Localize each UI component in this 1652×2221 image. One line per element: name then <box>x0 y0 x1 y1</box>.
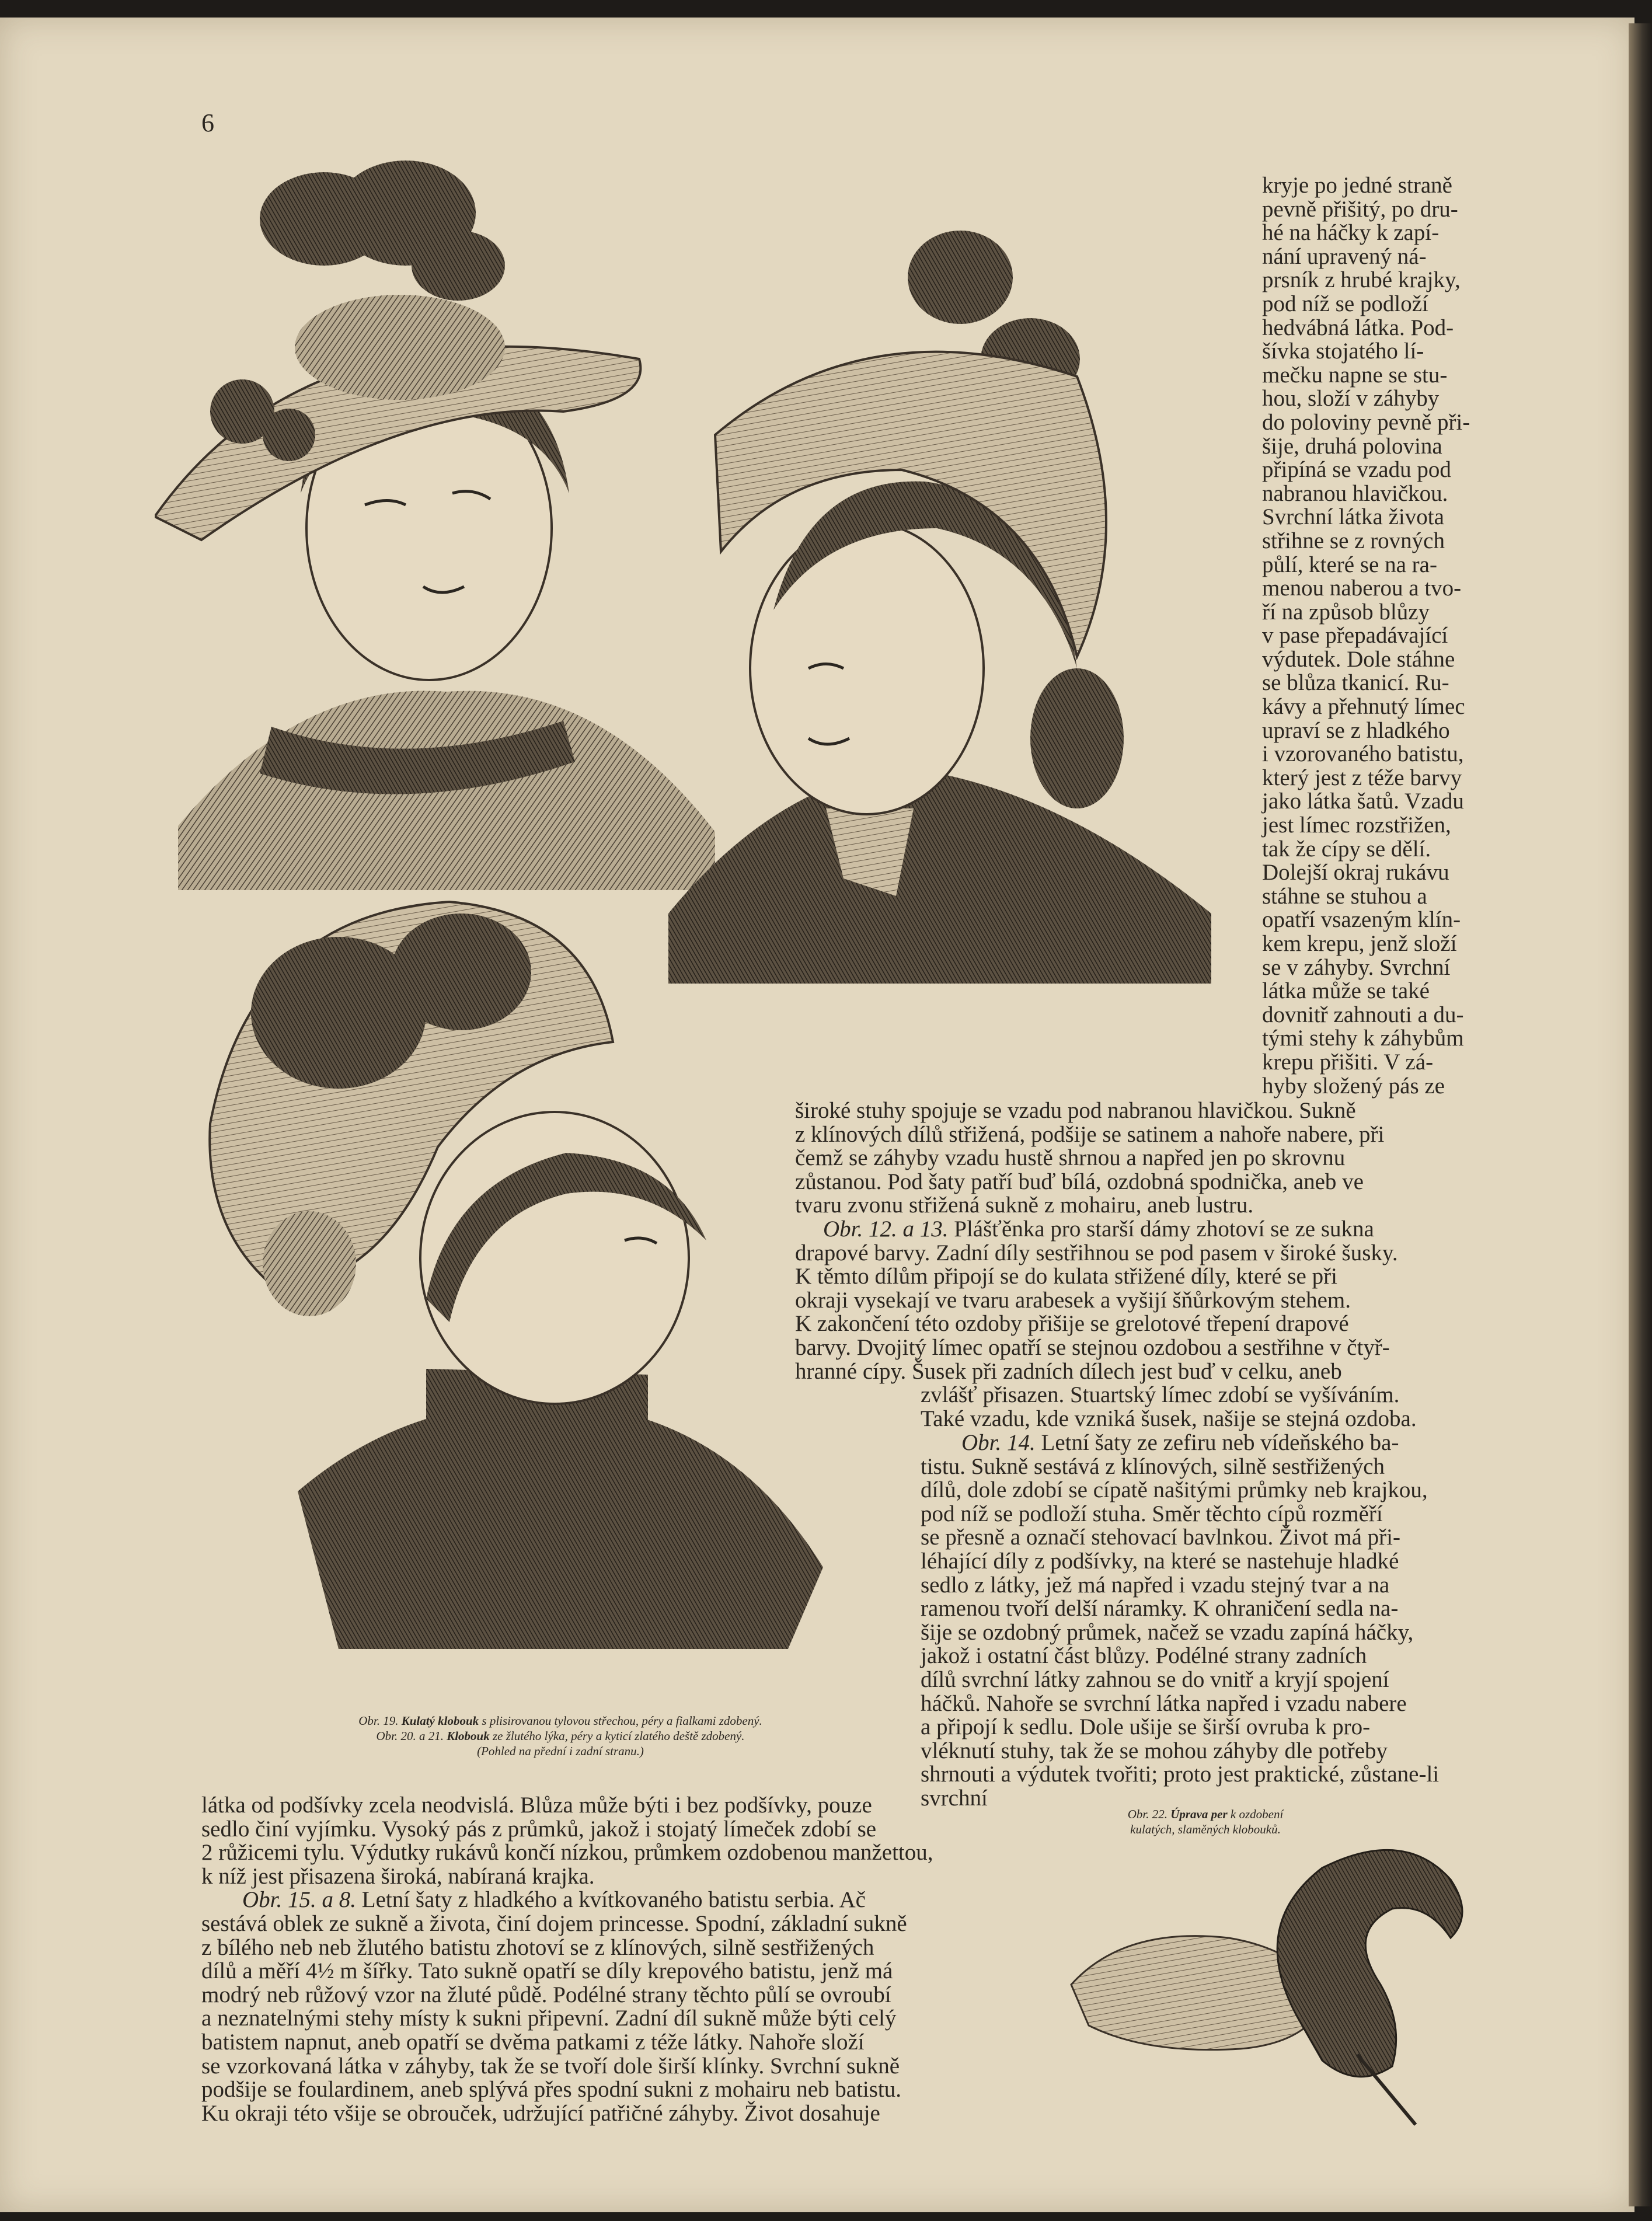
text-line: látka od podšívky zcela neodvislá. Blůza může býti i bez podšívky, pouze <box>201 1793 872 1818</box>
text-line: Dolejší okraj rukávu <box>1262 860 1449 885</box>
text-line: dílů svrchní látky zahnou se do vnitř a kryjí spojení <box>921 1666 1389 1692</box>
text-line: svrchní <box>921 1785 988 1811</box>
text-line: zvlášť přisazen. Stuartský límec zdobí se vyšíváním. <box>921 1382 1400 1408</box>
text-line: který jest z téže barvy <box>1262 765 1462 790</box>
text-line: tými stehy k záhybům <box>1262 1026 1464 1051</box>
right-column-text <box>1262 174 1489 1098</box>
text-line: kryje po jedné straně <box>1262 173 1452 198</box>
text-line: modrý neb růžový vzor na žluté půdě. Podélné strany těchto půlí se ovroubí <box>201 1982 891 2007</box>
text-line: upraví se z hladkého <box>1262 717 1450 743</box>
text-line: hou, složí v záhyby <box>1262 386 1440 412</box>
text-line: pod níž se podloží stuha. Směr těchto cípů rozměří <box>921 1501 1383 1526</box>
page-number: 6 <box>201 109 214 137</box>
bottom-left-text <box>201 1794 1013 2125</box>
text-line: jako látka šatů. Vzadu <box>1262 789 1464 814</box>
text-line: nání upravený ná- <box>1262 243 1427 269</box>
caption-label: Obr. 20. a 21. <box>376 1729 444 1743</box>
text-line: a připojí k sedlu. Dole ušije se širší ovruba k pro- <box>921 1714 1371 1740</box>
figure-21-hat-illustration <box>204 878 835 1661</box>
text-line: šívka stojatého lí- <box>1262 339 1424 364</box>
text-line: krepu přišiti. V zá- <box>1262 1049 1434 1075</box>
page-edge-shadow <box>1629 23 1652 2206</box>
text-line: prsník z hrubé krajky, <box>1262 267 1461 293</box>
text-line: ramenou tvoří delší náramky. K ohraničení sedla na- <box>921 1596 1399 1622</box>
text-line: menou naberou a tvo- <box>1262 576 1462 601</box>
text-line: jakož i ostatní část blůzy. Podélné strany zadních <box>921 1643 1367 1669</box>
text-line: dílů a měří 4½ m šířky. Tato sukně opatří se díly krepového batistu, jenž má <box>201 1958 893 1984</box>
text-line: léhající díly z podšívky, na které se nastehuje hladké <box>921 1548 1399 1574</box>
obr-14-text <box>921 1431 1489 1811</box>
text-line: z klínových dílů střižená, podšije se satinem a nahoře nabere, při <box>795 1121 1385 1147</box>
caption-label: Obr. 22. <box>1127 1807 1167 1821</box>
text-line: okraji vysekají ve tvaru arabesek a vyšijí šňůrkovým stehem. <box>795 1287 1351 1313</box>
text-line: drapové barvy. Zadní díly sestřihnou se pod pasem v široké šusky. <box>795 1240 1398 1265</box>
text-line: připíná se vzadu pod <box>1262 457 1451 483</box>
text-line: kávy a přehnutý límec <box>1262 694 1465 720</box>
text-line: zůstanou. Pod šaty patří buď bílá, ozdobná spodnička, aneb ve <box>795 1169 1364 1194</box>
text-line: nabranou hlavičkou. <box>1262 480 1448 506</box>
text-line: tvaru zvonu střižená sukně z mohairu, aneb lustru. <box>795 1193 1254 1218</box>
text-line: k níž jest přisazena široká, nabíraná krajka. <box>201 1863 595 1889</box>
text-line: batistem napnut, aneb opatří se dvěma patkami z téže látky. Nahoře složí <box>201 2029 865 2055</box>
caption-text: (Pohled na přední i zadní stranu.) <box>477 1744 644 1758</box>
text-line: se vzorkovaná látka v záhyby, tak že se tvoří dole širší klínky. Svrchní sukně <box>201 2053 900 2079</box>
text-line: a neznatelnými stehy místy k sukni připevní. Zadní díl sukně může býti celý <box>201 2006 897 2031</box>
text-line: široké stuhy spojuje se vzadu pod nabranou hlavičkou. Sukně <box>795 1098 1356 1123</box>
text-line: vléknutí stuhy, tak že se mohou záhyby dle potřeby <box>921 1738 1388 1763</box>
text-line: jest límec rozstřižen, <box>1262 813 1451 838</box>
text-line: šije se ozdobný průmek, načež se vzadu zapíná háčky, <box>921 1619 1414 1645</box>
text-line: šije, druhá polovina <box>1262 433 1442 459</box>
text-line: stáhne se stuhou a <box>1262 883 1427 909</box>
text-line: se v záhyby. Svrchní <box>1262 954 1451 980</box>
text-line: kem krepu, jenž složí <box>1262 931 1457 956</box>
caption-text: ze žlutého lýka, péry a kyticí zlatého deště zdobený. <box>493 1729 745 1743</box>
text-line: se blůza tkanicí. Ru- <box>1262 670 1449 696</box>
text-line: hé na háčky k zapí- <box>1262 220 1440 246</box>
figure-22-caption <box>1054 1807 1357 1837</box>
figure-ref-15-8: Obr. 15. a 8. <box>242 1887 357 1913</box>
text-line: dovnitř zahnouti a du- <box>1262 1002 1464 1027</box>
text-line: pevně přišitý, po dru- <box>1262 196 1458 222</box>
text-line: barvy. Dvojitý límec opatří se stejnou ozdobou a sestřihne v čtyř- <box>795 1334 1390 1360</box>
text-line: pod níž se podloží <box>1262 291 1428 316</box>
text-line: sedlo činí vyjímku. Vysoký pás z průmků, jakož i stojatý límeček zdobí se <box>201 1816 877 1842</box>
figure-ref-14: Obr. 14. <box>961 1430 1036 1455</box>
text-line: K zakončení této ozdoby přišije se grelotové třepení drapové <box>795 1311 1349 1337</box>
caption-title: Klobouk <box>447 1729 490 1743</box>
text-line: výdutek. Dole stáhne <box>1262 646 1455 672</box>
text-line: v pase přepadávající <box>1262 623 1448 648</box>
caption-text: kulatých, slaměných klobouků. <box>1130 1822 1281 1836</box>
text-line: Ku okraji této všije se obrouček, udržující patřičné záhyby. Život dosahuje <box>201 2100 880 2126</box>
text-line: látka může se také <box>1262 978 1430 1004</box>
caption-label: Obr. 19. <box>358 1714 399 1728</box>
text-line: do poloviny pevně při- <box>1262 409 1470 435</box>
text-line: hyby složený pás ze <box>1262 1073 1445 1099</box>
text-line: střihne se z rovných <box>1262 528 1445 553</box>
text-line: K těmto dílům připojí se do kulata střižené díly, které se při <box>795 1264 1337 1289</box>
text-line: mečku napne se stu- <box>1262 362 1448 388</box>
text-line: hedvábná látka. Pod- <box>1262 315 1454 340</box>
text-line: Plášťěnka pro starší dámy zhotoví se ze sukna <box>954 1216 1374 1242</box>
text-line: ří na způsob blůzy <box>1262 599 1430 625</box>
text-line: hranné cípy. Šusek při zadních dílech jest buď v celku, aneb <box>795 1358 1342 1384</box>
text-line: tistu. Sukně sestává z klínových, silně sestřižených <box>921 1453 1385 1479</box>
text-line: sestává oblek ze sukně a života, činí dojem princesse. Spodní, základní sukně <box>201 1910 907 1936</box>
figure-22-feather-illustration <box>1054 1833 1480 2131</box>
text-line: Letní šaty z hladkého a kvítkovaného batistu serbia. Ač <box>361 1887 866 1913</box>
text-line: Letní šaty ze zefiru neb vídeňského ba- <box>1041 1430 1399 1455</box>
figure-19-21-caption <box>225 1713 896 1759</box>
text-line: z bílého neb neb žlutého batistu zhotoví se z klínových, silně sestřižených <box>201 1934 874 1960</box>
text-line: půlí, které se na ra- <box>1262 552 1437 577</box>
mid-text-block <box>795 1099 1489 1218</box>
caption-title: Úprava per <box>1170 1807 1228 1821</box>
text-line: opatří vsazeným klín- <box>1262 907 1461 933</box>
caption-text: k ozdobení <box>1230 1807 1284 1821</box>
text-line: se přesně a označí stehovací bavlnkou. Život má při- <box>921 1525 1400 1550</box>
text-line: tak že cípy se dělí. <box>1262 836 1431 862</box>
text-line: háčků. Nahoře se svrchní látka napřed i vzadu nabere <box>921 1690 1407 1716</box>
text-line: Také vzadu, kde vzniká šusek, našije se stejná ozdoba. <box>921 1406 1417 1431</box>
text-line: podšije se foulardinem, aneb splývá přes spodní sukni z mohairu neb batistu. <box>201 2077 902 2103</box>
figure-ref-12-13: Obr. 12. a 13. <box>823 1216 949 1242</box>
text-line: sedlo z látky, jež má napřed i vzadu stejný tvar a na <box>921 1572 1390 1598</box>
text-line: shrnouti a výdutek tvořiti; proto jest praktické, zůstane-li <box>921 1762 1440 1787</box>
text-line: 2 růžicemi tylu. Výdutky rukávů končí nízkou, průmkem ozdobenou manžettou, <box>201 1840 933 1866</box>
obr-12-13-text <box>795 1218 1489 1431</box>
caption-text: s plisirovanou tylovou střechou, péry a fialkami zdobený. <box>482 1714 762 1728</box>
text-line: čemž se záhyby vzadu hustě shrnou a napřed jen po skrovnu <box>795 1145 1346 1171</box>
caption-title: Kulatý klobouk <box>401 1714 479 1728</box>
text-line: i vzorovaného batistu, <box>1262 741 1464 767</box>
text-line: Svrchní látka života <box>1262 504 1444 530</box>
text-line: dílů, dole zdobí se cípatě našitými průmky neb krajkou, <box>921 1477 1428 1503</box>
